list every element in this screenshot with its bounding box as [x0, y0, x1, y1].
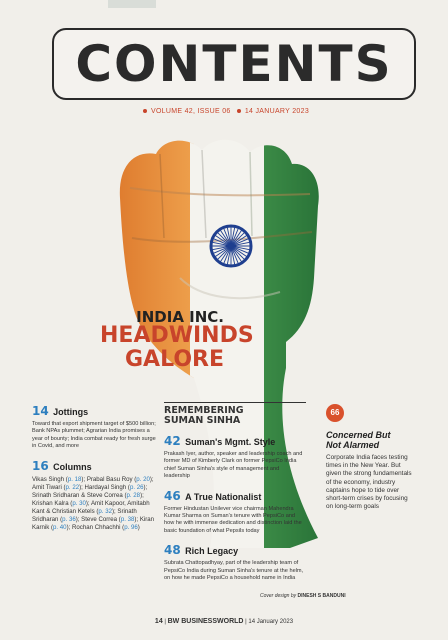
jottings-heading[interactable]: [32, 402, 157, 420]
columns-list: [32, 476, 157, 532]
column-page: 32: [105, 507, 112, 515]
story-page-number: 46: [164, 488, 181, 503]
credit-prefix: Cover design by: [260, 593, 297, 599]
column-entry[interactable]: Prabal Basu Roy (p. 20);: [86, 475, 154, 483]
issue-number: VOLUME 42, ISSUE 06: [150, 108, 231, 115]
column-page: 26: [136, 483, 144, 491]
columns-heading[interactable]: [32, 457, 157, 475]
column-page: 18: [74, 475, 82, 483]
story-title: A True Nationalist: [185, 491, 262, 502]
columns-title: Columns: [53, 461, 92, 472]
bullet-icon: [143, 109, 147, 113]
footer-page-number: 14: [154, 618, 163, 625]
column-page: 30: [79, 499, 86, 507]
columns-page-number: 16: [32, 458, 49, 473]
issue-line: [0, 108, 448, 115]
story-body: Former Hindustan Unilever vice chairman Mahendra Kumar Sharma on Suman's tenure with PepsiCo and how he with immense dedication and distinction laid the basic foundation of what PepsiIs today: [164, 505, 302, 534]
column-entry[interactable]: Srinath Sridharan & Steve Correa (p. 28);: [32, 491, 144, 499]
headline-line-2: GALORE: [125, 347, 224, 372]
jottings-body: Toward that export shipment target of $500 billion; Bank NPAs plummet; Agrarian India promises a year of bounty; India combat ready for fresh surge in Covid, and more: [32, 421, 156, 450]
columnist-name: Amit Kapoor, Amitabh Kant & Christian Ketels: [32, 499, 150, 515]
story-item[interactable]: [164, 487, 306, 505]
headline-line-1: HEADWINDS: [100, 323, 254, 348]
middle-column: [164, 402, 306, 588]
jottings-page-number: 14: [32, 404, 49, 418]
credit-name: DINESH S BANDUNI: [297, 593, 346, 599]
story-body: Subrata Chattopadhyay, part of the leadership team of PepsiCo India during Suman Sinha's tenure at the helm, on how he made PepsiCo a household name in India: [164, 560, 304, 582]
columnist-name: Krishan Kalra: [32, 499, 69, 507]
remembering-title-line-2: SUMAN SINHA: [164, 415, 241, 426]
columnist-name: Steve Correa: [81, 515, 118, 523]
story-item[interactable]: [164, 541, 306, 559]
cover-headline: [100, 323, 254, 372]
remembering-title-line-1: REMEMBERING: [164, 405, 244, 416]
column-page: 38: [127, 515, 135, 523]
story-page-number: 48: [164, 543, 181, 558]
ashoka-chakra-icon: [211, 226, 251, 266]
jottings-title: Jottings: [53, 407, 89, 417]
feature-body: Corporate India faces testing times in the New Year. But given the strong fundamentals of the economy, industry captains hope to tide over short-term crises by focusing on long-term goals: [326, 454, 412, 511]
remembering-heading: [164, 402, 306, 426]
column-page: 22: [72, 483, 80, 491]
columnist-name: Amit Tiwari: [32, 483, 62, 491]
story-page-number: 42: [164, 434, 181, 448]
issue-date: 14 JANUARY 2023: [244, 108, 310, 115]
feature-title-line-1: Concerned But: [326, 430, 391, 440]
page-title: CONTENTS: [75, 35, 393, 93]
column-entry[interactable]: Krishan Kalra (p. 30);: [32, 499, 90, 507]
columnist-name: Rochan Chhachhi: [72, 523, 121, 531]
bullet-icon: [237, 109, 241, 113]
footer-date: 14 January 2023: [248, 619, 294, 625]
column-page: 36: [68, 515, 76, 523]
column-entry[interactable]: Hardayal Singh (p. 26);: [84, 483, 148, 491]
column-page: 20: [143, 475, 150, 483]
column-page: 40: [59, 523, 67, 531]
column-entry[interactable]: Vikas Singh (p. 18);: [32, 475, 86, 483]
left-column: [32, 402, 157, 538]
footer-brand: BW BUSINESSWORLD: [167, 618, 244, 625]
columnist-name: Srinath Sridharan & Steve Correa: [32, 491, 123, 499]
column-entry[interactable]: Srinath Sridharan (p. 36);: [32, 507, 137, 523]
top-edge-strip: [108, 0, 156, 8]
cover-kicker: INDIA INC.: [136, 308, 224, 326]
story-body: Prakash Iyer, author, speaker and leadership coach and former MD of Kimberly Clark on former PepsiCo India chief Suman Sinha's style of management and leadership: [164, 451, 303, 480]
columnist-name: Kiran Karnik: [32, 515, 155, 531]
column-entry[interactable]: Steve Correa (p. 38);: [81, 515, 139, 523]
column-entry[interactable]: Amit Kapoor, Amitabh Kant & Christian Ketels (p. 32);: [32, 499, 150, 515]
column-page: 96: [130, 523, 138, 531]
feature-title: [326, 430, 416, 450]
column-page: 28: [133, 491, 141, 499]
story-title: Rich Legacy: [185, 546, 239, 557]
columnist-name: Hardayal Singh: [84, 483, 127, 491]
columnist-name: Srinath Sridharan: [32, 507, 137, 523]
column-entry[interactable]: Kiran Karnik (p. 40);: [32, 515, 155, 531]
story-title: Suman's Mgmt. Style: [185, 437, 276, 447]
cover-credit: [260, 593, 346, 599]
columnist-name: Prabal Basu Roy: [86, 475, 133, 483]
column-entry[interactable]: Rochan Chhachhi (p. 96): [72, 523, 140, 531]
columnist-name: Vikas Singh: [32, 475, 65, 483]
feature-title-line-2: Not Alarmed: [326, 440, 380, 450]
story-item[interactable]: [164, 432, 306, 450]
right-column-feature[interactable]: [326, 404, 416, 511]
feature-page-badge: 66: [326, 404, 344, 422]
column-entry[interactable]: Amit Tiwari (p. 22);: [32, 483, 83, 491]
page-footer: 14 | BW BUSINESSWORLD | 14 January 2023: [154, 618, 294, 625]
